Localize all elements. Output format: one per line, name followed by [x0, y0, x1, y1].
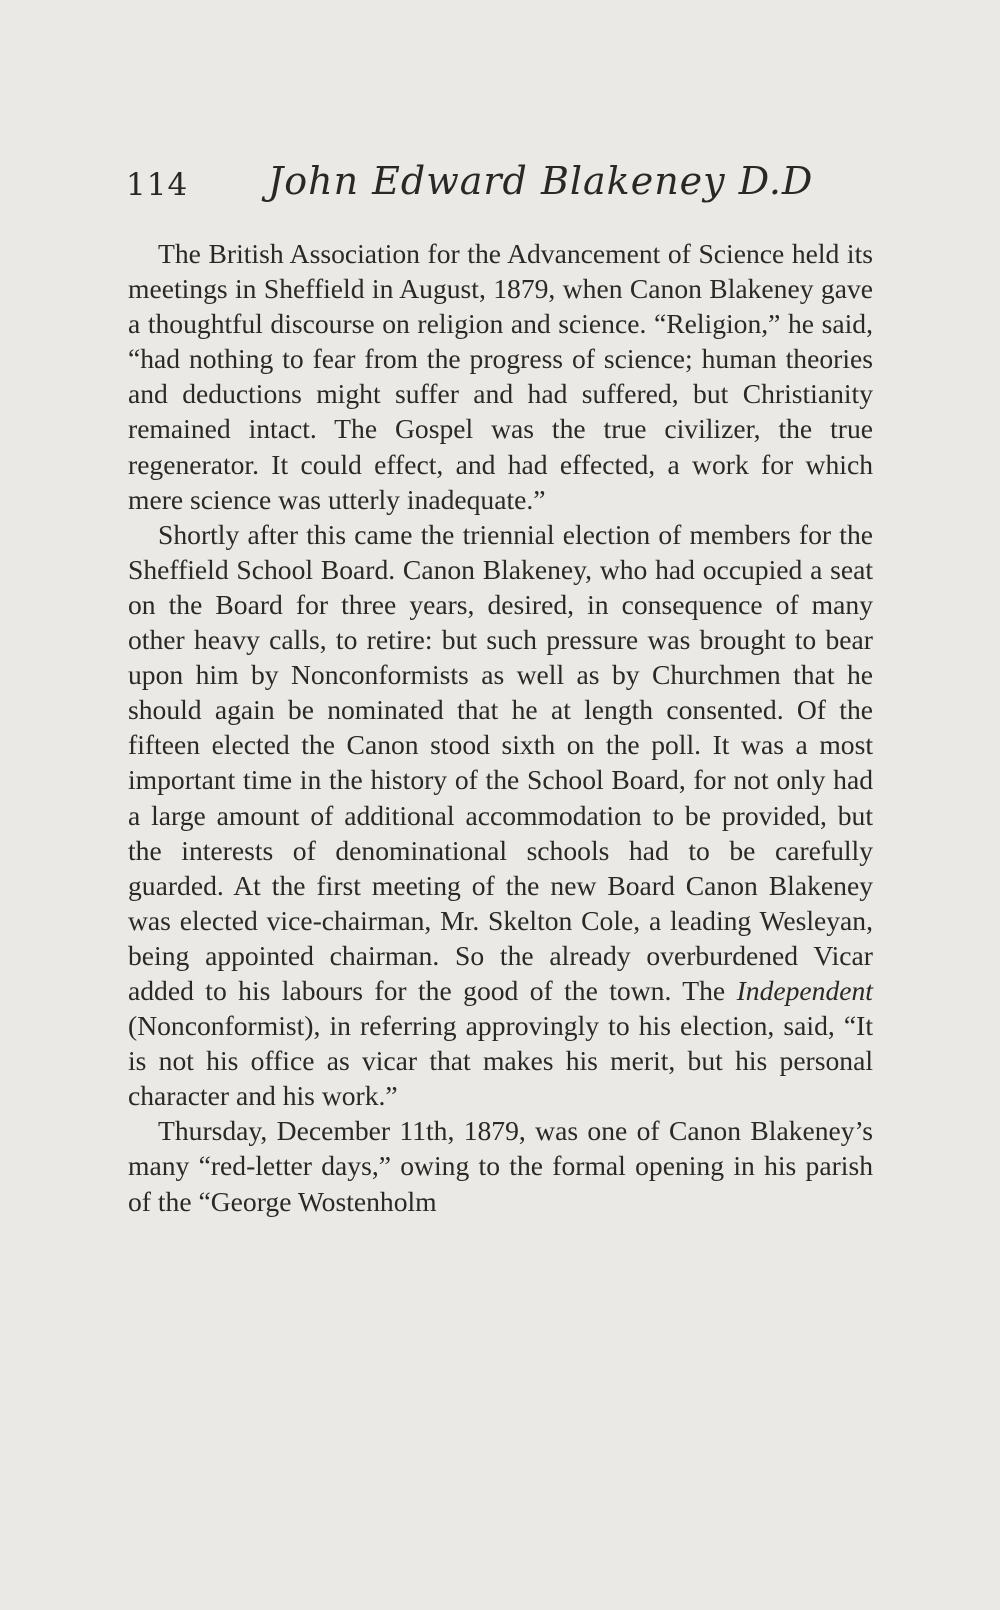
paragraph-2-text: Shortly after this came the triennial election of members for the Sheffield School Board. Canon Blakeney, who had occupied a seat on the Board for three years, desired, in consequence of many other heavy calls, to retire: but such pressure was brought to bear upon him by Nonconformists as well as by Churchmen that he should again be nominated that he at length consented. Of the fifteen elected the Canon stood sixth on the poll. It was a most important time in the history of the School Board, for not only had a large amount of additional accommodation to be provided, but the interests of denominational schools had to be carefully guarded. At the first meeting of the new Board Canon Blakeney was elected vice-chairman, Mr. Skelton Cole, a leading Wesleyan, being appointed chairman. So the already overburdened Vicar added to his labours for the good of the town. — [128, 518, 873, 1006]
paragraph-2-prefix: The — [682, 974, 737, 1006]
body-text — [128, 236, 873, 1219]
page-number: 114 — [126, 167, 189, 203]
paragraph-2 — [128, 517, 873, 1114]
paragraph-3: Thursday, December 11th, 1879, was one of Canon Blakeney’s many “red-letter days,” owing to the formal opening in his parish of the “George Wostenholm — [128, 1115, 873, 1217]
running-title: John Edward Blakeney D.D — [268, 159, 814, 203]
newspaper-title: Independent — [736, 974, 873, 1006]
page-header — [126, 155, 866, 215]
paragraph-1: The British Association for the Advancement of Science held its meetings in Sheffield in August, 1879, when Canon Blakeney gave a thoughtful discourse on religion and science. “Religion,” he said, “had nothing to fear from the progress of science; human theories and deductions might suffer and had suffered, but Christianity remained intact. The Gospel was the true civilizer, the true regenerator. It could effect, and had effected, a work for which mere science was utterly inadequate.” — [128, 238, 873, 515]
paragraph-2-rest: (Nonconformist), in referring approvingly to his election, said, “It is not his office as vicar that makes his merit, but his personal character and his work.” — [128, 1010, 873, 1112]
